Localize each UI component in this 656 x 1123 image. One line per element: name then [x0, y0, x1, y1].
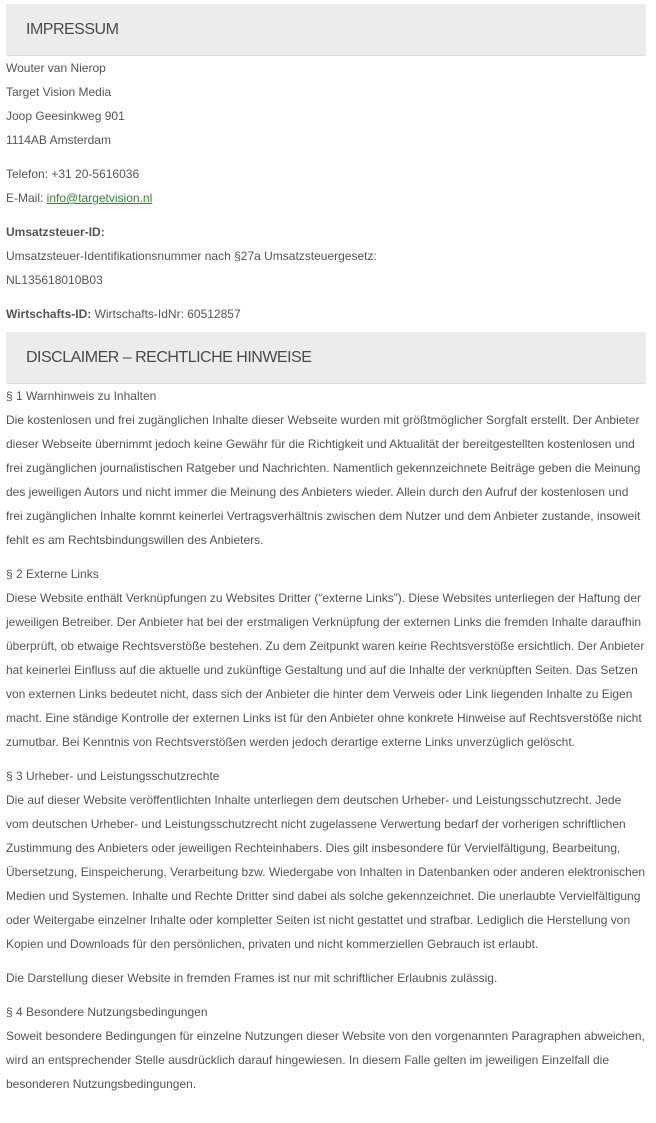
- section-4: [6, 1000, 646, 1096]
- email-row: [6, 186, 646, 210]
- section-4-title: § 4 Besondere Nutzungsbedingungen: [6, 1005, 208, 1019]
- section-1-title: § 1 Warnhinweis zu Inhalten: [6, 389, 157, 403]
- contact-block: [6, 162, 646, 210]
- vat-block: [6, 220, 646, 292]
- wid-row: [6, 302, 646, 326]
- section-3-extra-text: Die Darstellung dieser Website in fremden Frames ist nur mit schriftlicher Erlaubnis zulässig.: [6, 971, 498, 985]
- section-3-text: Die auf dieser Website veröffentlichten Inhalte unterliegen dem deutschen Urheber- und Leistungsschutzrecht. Jede vom deutschen Urheber- und Leistungsschutzrecht nicht zugelassene Verwertung bedarf der vorherigen schriftlichen Zustimmung des Anbieters oder jeweiligen Rechteinhabers. Dies gilt insbesondere für Vervielfältigung, Bearbeitung, Übersetzung, Einspeicherung, Verarbeitung bzw. Wiedergabe von Inhalten in Datenbanken oder anderen elektronischen Medien und Systemen. Inhalte und Rechte Dritter sind dabei als solche gekennzeichnet. Die unerlaubte Vervielfältigung oder Weitergabe einzelner Inhalte oder kompletter Seiten ist nicht gestattet und strafbar. Lediglich die Herstellung von Kopien und Downloads für den persönlichen, privaten und nicht kommerziellen Gebrauch ist erlaubt.: [6, 793, 646, 951]
- vat-label: Umsatzsteuer-ID:: [6, 225, 105, 239]
- section-3-extra: [6, 966, 646, 990]
- section-1: [6, 384, 646, 552]
- address-block: [6, 56, 646, 152]
- address-line: Wouter van Nierop: [6, 61, 106, 75]
- address-line: Target Vision Media: [6, 85, 112, 99]
- section-2: [6, 562, 646, 754]
- wid-text: Wirtschafts-IdNr: 60512857: [91, 307, 241, 321]
- vat-number: NL135618010B03: [6, 273, 103, 287]
- section-4-text: Soweit besondere Bedingungen für einzelne Nutzungen dieser Website von den vorgenannten Paragraphen abweichen, wird an entsprechender Stelle ausdrücklich darauf hingewiesen. In diesem Falle gelten im jeweiligen Einzelfall die besonderen Nutzungsbedingungen.: [6, 1029, 645, 1091]
- wid-block: [6, 302, 646, 326]
- email-label: E-Mail:: [6, 191, 47, 205]
- disclaimer-heading: DISCLAIMER – RECHTLICHE HINWEISE: [6, 332, 646, 384]
- section-2-text: Diese Website enthält Verknüpfungen zu Websites Dritter (“externe Links”). Diese Websites unterliegen der Haftung der jeweiligen Betreiber. Der Anbieter hat bei der erstmaligen Verknüpfung der externen Links die fremden Inhalte daraufhin überprüft, ob etwaige Rechtsverstöße bestehen. Zu dem Zeitpunkt waren keine Rechtsverstöße ersichtlich. Der Anbieter hat keinerlei Einfluss auf die aktuelle und zukünftige Gestaltung und auf die Inhalte der verknüpften Seiten. Das Setzen von externen Links bedeutet nicht, dass sich der Anbieter die hinter dem Verweis oder Link liegenden Inhalte zu Eigen macht. Eine ständige Kontrolle der externen Links ist für den Anbieter ohne konkrete Hinweise auf Rechtsverstöße nicht zumutbar. Bei Kenntnis von Rechtsverstößen werden jedoch derartige externe Links unverzüglich gelöscht.: [6, 591, 645, 749]
- section-1-text: Die kostenlosen und frei zugänglichen Inhalte dieser Webseite wurden mit größtmöglicher Sorgfalt erstellt. Der Anbieter dieser Webseite übernimmt jedoch keine Gewähr für die Richtigkeit und Aktualität der bereitgestellten kostenlosen und frei zugänglichen journalistischen Ratgeber und Nachrichten. Namentlich gekennzeichnete Beiträge geben die Meinung des jeweiligen Autors und nicht immer die Meinung des Anbieters wieder. Allein durch den Aufruf der kostenlosen und frei zugänglichen Inhalte kommt keinerlei Vertragsverhältnis zwischen dem Nutzer und dem Anbieter zustande, insoweit fehlt es am Rechtsbindungswillen des Anbieters.: [6, 413, 641, 547]
- impressum-heading: IMPRESSUM: [6, 4, 646, 56]
- address-line: Joop Geesinkweg 901: [6, 109, 125, 123]
- section-3-title: § 3 Urheber- und Leistungsschutzrechte: [6, 769, 220, 783]
- email-link[interactable]: info@targetvision.nl: [46, 191, 153, 205]
- vat-text: Umsatzsteuer-Identifikationsnummer nach §27a Umsatzsteuergesetz:: [6, 249, 377, 263]
- address-line: 1114AB Amsterdam: [6, 133, 111, 147]
- section-3: [6, 764, 646, 956]
- wid-label: Wirtschafts-ID:: [6, 307, 92, 321]
- section-2-title: § 2 Externe Links: [6, 567, 99, 581]
- phone: Telefon: +31 20-5616036: [6, 167, 140, 181]
